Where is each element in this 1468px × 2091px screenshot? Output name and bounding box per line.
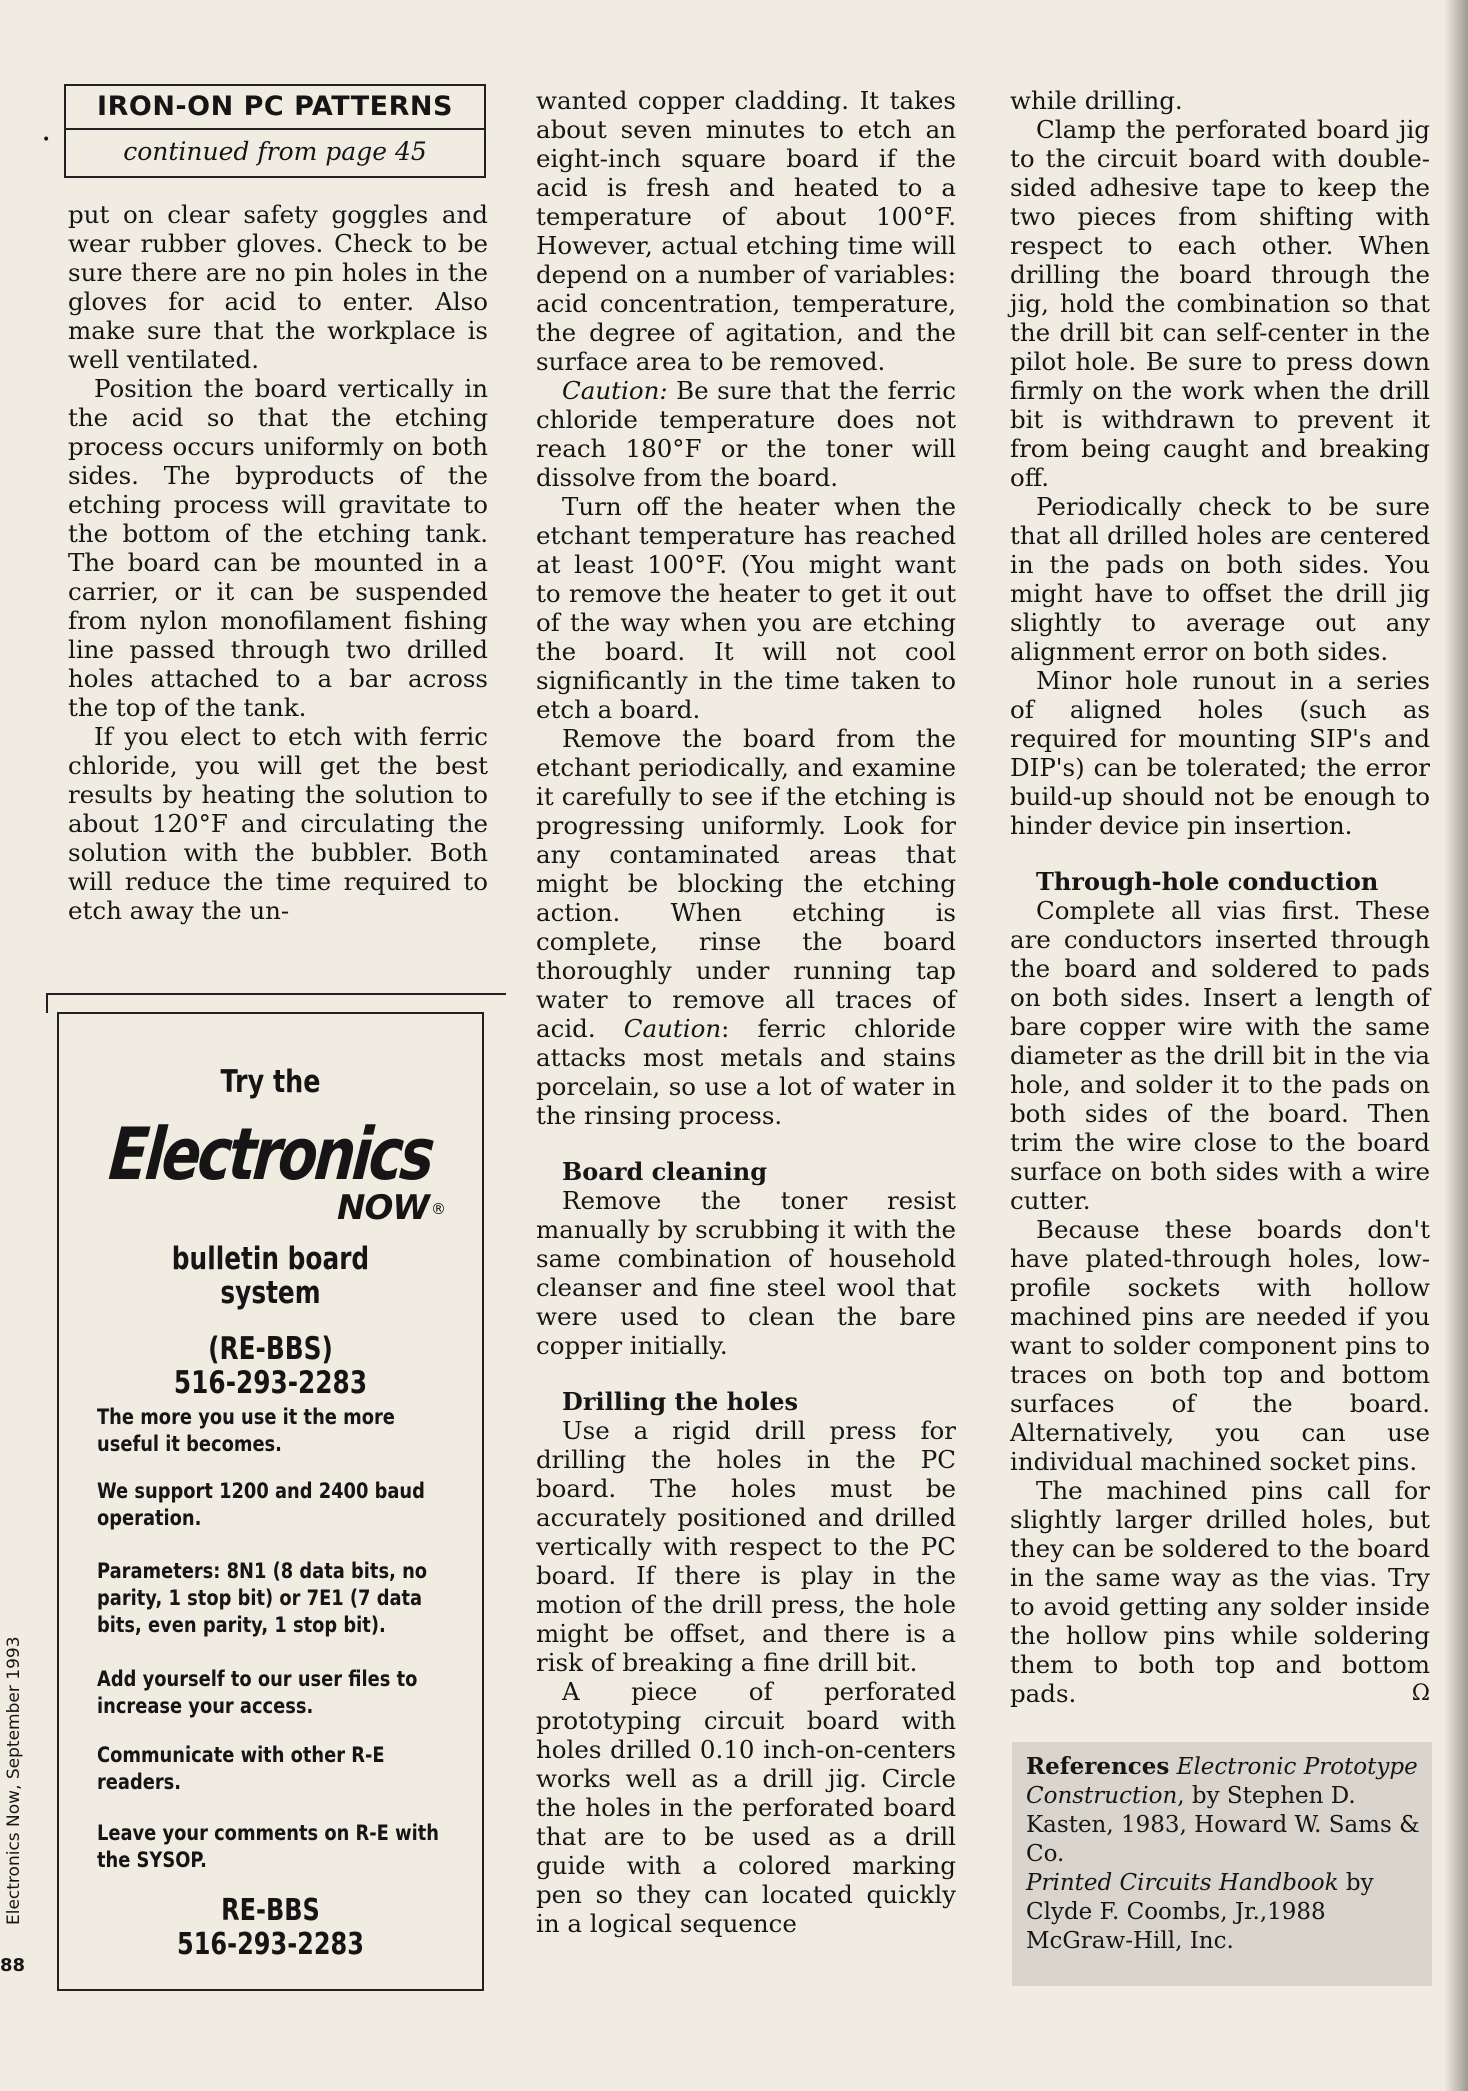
caution-label: Caution:	[562, 376, 668, 405]
ad-paragraph: Communicate with other R-E readers.	[97, 1743, 385, 1794]
paragraph: If you elect to etch with ferric chloride, you will get the best results by heating the solution to about 120°F and circulating the solution with the bubbler. Both will reduce the time required to etch away the un-	[68, 722, 488, 925]
magazine-issue-label: Electronics Now, September 1993	[4, 1636, 24, 1925]
reference-1-details: , by Stephen D. Kasten, 1983, Howard W. Sams & Co.	[1026, 1783, 1420, 1867]
reference-2-details: by Clyde F. Coombs, Jr.,1988 McGraw-Hill, Inc.	[1026, 1870, 1374, 1954]
paragraph: while drilling.	[1010, 86, 1183, 115]
section-heading-drilling: Drilling the holes	[562, 1387, 799, 1416]
references-label: References	[1026, 1753, 1170, 1780]
caution-paragraph	[536, 376, 956, 492]
logo-now: NOW	[337, 1188, 429, 1228]
paragraph: Position the board vertically in the acid so that the etching process occurs uniformly on both sides. The byproducts of the etching process will gravitate to the bottom of the etching tank. The board can be mounted in a carrier, or it can be suspended from nylon monofilament fishing line passed through two drilled holes attached to a bar across the top of the tank.	[68, 374, 488, 722]
paragraph: Clamp the perforated board jig to the circuit board with double-sided adhesive tape to keep the two pieces from shifting with respect to each other. When drilling the board through the jig, hold the combination so that the drill bit can self-center in the pilot hole. Be sure to press down firmly on the work when the drill bit is withdrawn to prevent it from being caught and breaking off.	[1010, 115, 1430, 492]
reference-2-title: Printed Circuits Handbook	[1026, 1870, 1339, 1896]
paragraph: Turn off the heater when the etchant temperature has reached at least 100°F. (You might want to remove the heater to get it out of the way when you are etching the board. It will not cool significantly in the time taken to etch a board.	[536, 492, 956, 724]
continuation-box	[64, 84, 486, 178]
ad-paragraph: Leave your comments on R-E with the SYSOP.	[97, 1821, 439, 1872]
paragraph: Remove the toner resist manually by scrubbing it with the same combination of household cleanser and fine steel wool that were used to clean the bare copper initially.	[536, 1186, 956, 1360]
ad-paragraph: The more you use it the more useful it becomes.	[97, 1405, 395, 1456]
paragraph: Because these boards don't have plated-through holes, low-profile sockets with hollow machined pins are needed if you want to solder component pins to traces on both top and bottom surfaces of the board. Alternatively, you can use individual machined socket pins.	[1010, 1215, 1430, 1476]
ad-bbs-line: system	[220, 1275, 321, 1311]
page-edge-shadow	[1444, 0, 1468, 2091]
ad-divider-rule	[46, 993, 506, 995]
ad-footer-contact	[101, 1894, 439, 1962]
ad-paragraph: Add yourself to our user files to increase your access.	[97, 1667, 418, 1718]
page-number: 88	[0, 1955, 26, 1976]
continuation-title: IRON-ON PC PATTERNS	[66, 86, 484, 130]
reference-1-title: Electronic Prototype Construction	[1026, 1754, 1418, 1809]
caution-text: Be sure that the ferric chloride temperature does not reach 180°F or the toner will dissolve from the board.	[536, 376, 956, 492]
ad-paragraph: We support 1200 and 2400 baud operation.	[97, 1479, 425, 1530]
paragraph: Complete all vias first. These are conductors inserted through the board and soldered to pads on both sides. Insert a length of bare copper wire with the same diameter as the drill bit in the via hole, and solder it to the pads on both sides of the board. Then trim the wire close to the board surface on both sides with a wire cutter.	[1010, 896, 1430, 1215]
paragraph: wanted copper cladding. It takes about seven minutes to etch an eight-inch square board if the acid is fresh and heated to a temperature of about 100°F. However, actual etching time will depend on a number of variables: acid concentration, temperature, the degree of agitation, and the surface area to be removed.	[536, 86, 956, 376]
ad-paragraph: Parameters: 8N1 (8 data bits, no parity, 1 stop bit) or 7E1 (7 data bits, even parity, 1 stop bit).	[97, 1559, 428, 1637]
ad-divider-rule	[46, 993, 48, 1013]
paragraph-text: The machined pins call for slightly larger drilled holes, but they can be soldered to the board in the same way as the vias. Try to avoid getting any solder inside the hollow pins while soldering them to both top and bottom pads.	[1010, 1476, 1430, 1708]
section-heading-board-cleaning: Board cleaning	[562, 1157, 767, 1186]
paragraph: Use a rigid drill press for drilling the holes in the PC board. The holes must be accurately positioned and drilled vertically with respect to the PC board. If there is play in the motion of the drill press, the hole might be offset, and there is a risk of breaking a fine drill bit.	[536, 1416, 956, 1677]
paragraph: Minor hole runout in a series of aligned holes (such as required for mounting SIP's and DIP's) can be tolerated; the error build-up should not be enough to hinder device pin insertion.	[1010, 666, 1430, 840]
paragraph-text: Remove the board from the etchant periodically, and examine it carefully to see if the etching is progressing uniformly. Look for any contaminated areas that might be blocking the etching action. When etching is complete, rinse the board thoroughly under running tap water to remove all traces of acid.	[536, 724, 956, 1043]
ad-rebbs-line: (RE-BBS)	[208, 1331, 333, 1367]
electronics-now-logo: Electronics	[106, 1112, 435, 1196]
paragraph: put on clear safety goggles and wear rubber gloves. Check to be sure there are no pin holes in the gloves for acid to enter. Also make sure that the workplace is well ventilated.	[68, 200, 488, 374]
registered-mark: ®	[431, 1200, 446, 1218]
ad-bbs-line: bulletin board	[171, 1241, 370, 1277]
article-column-1	[68, 200, 488, 925]
ad-rebbs-number	[101, 1332, 439, 1400]
bbs-advertisement	[57, 1012, 484, 1991]
article-column-2	[536, 86, 956, 1938]
paragraph	[536, 724, 956, 1130]
paragraph: Periodically check to be sure that all drilled holes are centered in the pads on both sides. You might have to offset the drill jig slightly to average out any alignment error on both sides.	[1010, 492, 1430, 666]
paragraph: A piece of perforated prototyping circuit board with holes drilled 0.10 inch-on-centers works well as a drill jig. Circle the holes in the perforated board that are to be used as a drill guide with a colored marking pen so they can located quickly in a logical sequence	[536, 1677, 956, 1938]
end-mark: Ω	[1411, 1681, 1430, 1706]
ad-phone-number: 516-293-2283	[177, 1927, 364, 1962]
ad-phone-number: 516-293-2283	[173, 1365, 368, 1401]
references-box	[1012, 1742, 1432, 1986]
article-column-3	[1010, 86, 1430, 1708]
section-heading-through-hole: Through-hole conduction	[1036, 867, 1379, 896]
caution-label: Caution	[623, 1014, 722, 1043]
ad-bbs-name: RE-BBS	[221, 1893, 320, 1928]
paragraph	[1010, 1476, 1430, 1708]
ad-bbs-title	[101, 1242, 439, 1310]
ad-try-the: Try the	[220, 1064, 321, 1100]
bullet-mark: •	[42, 132, 51, 148]
paragraph-text: : ferric chloride attacks most metals and stains porcelain, so use a lot of water in the rinsing process.	[536, 1014, 956, 1130]
continuation-subtitle: continued from page 45	[123, 137, 427, 166]
